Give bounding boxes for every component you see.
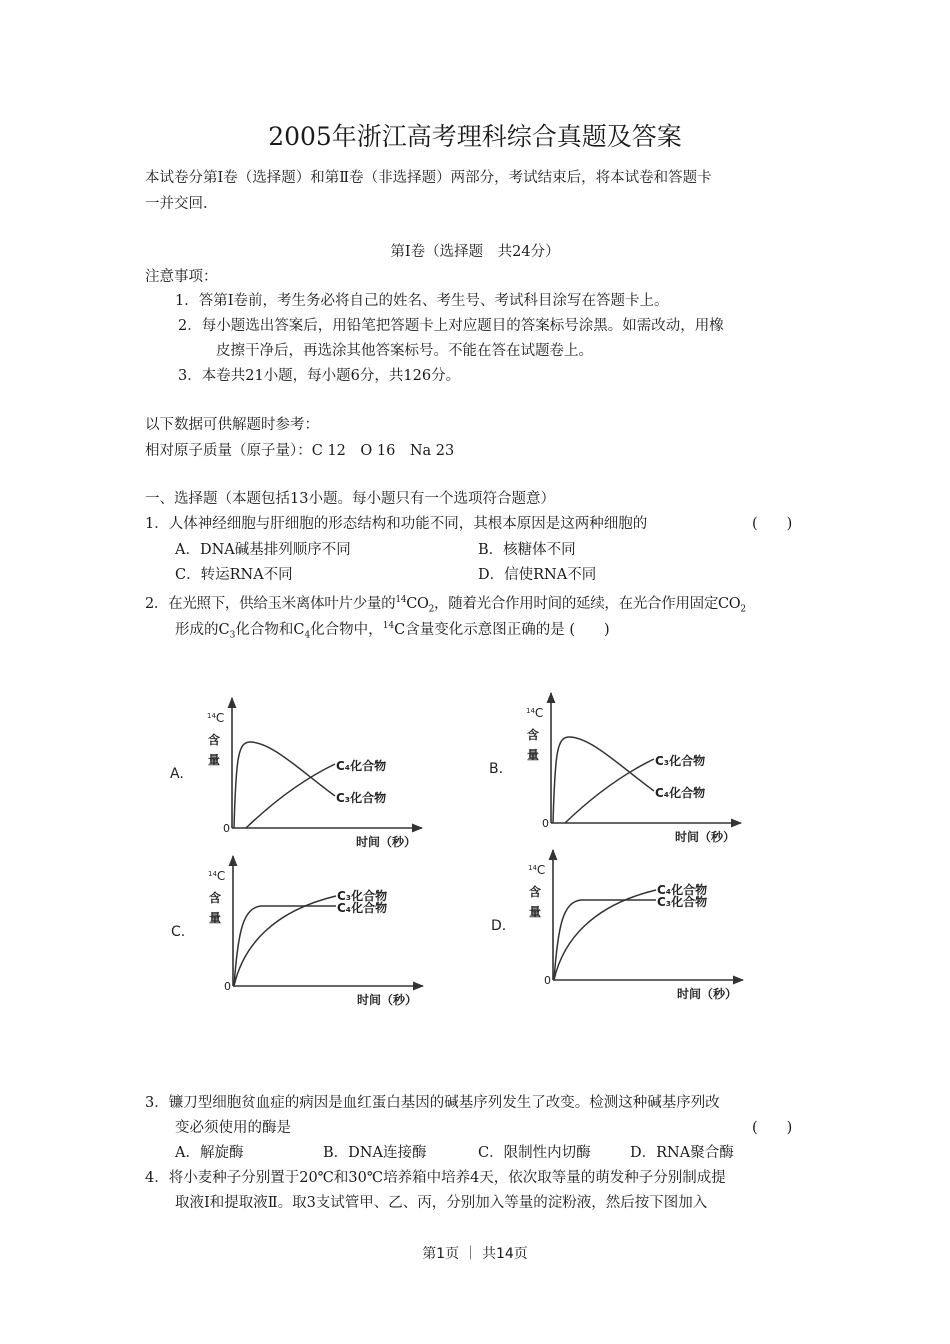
origin-label: 0 bbox=[542, 817, 549, 830]
chart-panel-c bbox=[171, 856, 423, 1007]
curve bbox=[553, 737, 654, 823]
series-label-lower: C₃化合物 bbox=[657, 895, 708, 909]
q4-stem-line-1: 4．将小麦种子分别置于20℃和30℃培养箱中培养4天，依次取等量的萌发种子分别制成提 bbox=[145, 1170, 726, 1186]
panel-letter: C. bbox=[171, 924, 186, 940]
q2-text: ，随着光合作用时间的延续，在光合作用固定CO bbox=[434, 595, 741, 612]
section-heading: 第Ⅰ卷（选择题 共24分） bbox=[390, 244, 560, 260]
note-2: 2．每小题选出答案后，用铅笔把答题卡上对应题目的答案标号涂黑。如需改动，用橡 bbox=[178, 318, 724, 334]
notes-heading: 注意事项： bbox=[145, 269, 218, 285]
part1-heading: 一、选择题（本题包括13小题。每小题只有一个选项符合题意） bbox=[145, 491, 555, 507]
y-axis-label: 量 bbox=[209, 911, 222, 925]
series-label-upper: C₃化合物 bbox=[655, 754, 706, 768]
q2-sup: 14 bbox=[395, 595, 407, 605]
curve bbox=[246, 764, 335, 828]
q3-option-b: B．DNA连接酶 bbox=[323, 1145, 427, 1161]
note-3: 3．本卷共21小题，每小题6分，共126分。 bbox=[178, 368, 461, 384]
y-axis-label: 含 bbox=[209, 891, 222, 905]
chart-panel-a bbox=[170, 698, 422, 849]
y-axis-label: $^{14}$C bbox=[526, 706, 544, 720]
x-axis-label: 时间（秒） bbox=[675, 830, 736, 844]
q2-sub: 3 bbox=[229, 630, 236, 641]
page-footer: 第1页 ｜ 共14页 bbox=[422, 1246, 528, 1262]
y-axis-label: 含 bbox=[529, 885, 542, 899]
chart-panel-d bbox=[491, 850, 743, 1001]
panel-letter: D. bbox=[491, 918, 507, 934]
x-axis-label: 时间（秒） bbox=[356, 835, 417, 849]
q2-text: 2．在光照下，供给玉米离体叶片少量的 bbox=[145, 595, 396, 612]
note-1: 1．答第Ⅰ卷前，考生务必将自己的姓名、考生号、考试科目涂写在答题卡上。 bbox=[175, 293, 669, 309]
q3-stem-line-1: 3．镰刀型细胞贫血症的病因是血红蛋白基因的碱基序列发生了改变。检测这种碱基序列改 bbox=[145, 1095, 720, 1111]
chart-panel-b bbox=[489, 693, 741, 844]
q1-option-a: A．DNA碱基排列顺序不同 bbox=[175, 542, 351, 558]
series-label-upper: C₃化合物 bbox=[337, 889, 388, 903]
y-axis-label: 量 bbox=[527, 748, 540, 762]
curve bbox=[565, 759, 654, 823]
series-label-lower: C₄化合物 bbox=[337, 901, 388, 915]
origin-label: 0 bbox=[224, 980, 231, 993]
note-2-cont: 皮擦干净后，再选涂其他答案标号。不能在答在试题卷上。 bbox=[216, 343, 593, 359]
curve bbox=[554, 900, 656, 980]
q1-option-d: D．信使RNA不同 bbox=[478, 567, 597, 583]
origin-label: 0 bbox=[544, 974, 551, 987]
curve bbox=[234, 742, 335, 828]
y-axis-label: $^{14}$C bbox=[528, 863, 546, 877]
reference-heading: 以下数据可供解题时参考： bbox=[145, 417, 319, 433]
q1-answer-paren: ( ) bbox=[752, 516, 793, 532]
document-title: 2005年浙江高考理科综合真题及答案 bbox=[268, 122, 682, 151]
q3-option-c: C．限制性内切酶 bbox=[478, 1145, 591, 1161]
y-axis-label: 量 bbox=[529, 905, 542, 919]
series-label-upper: C₄化合物 bbox=[657, 883, 708, 897]
series-label-lower: C₄化合物 bbox=[655, 786, 706, 800]
x-axis-label: 时间（秒） bbox=[357, 993, 418, 1007]
curve bbox=[234, 896, 336, 986]
curve bbox=[554, 890, 656, 980]
y-axis-label: 含 bbox=[208, 733, 221, 747]
q2-text: CO bbox=[406, 595, 429, 612]
intro-line-2: 一并交回. bbox=[145, 196, 208, 212]
q1-stem: 1．人体神经细胞与肝细胞的形态结构和功能不同，其根本原因是这两种细胞的 bbox=[145, 516, 648, 532]
q2-sub: 4 bbox=[304, 630, 311, 641]
y-axis-label: 量 bbox=[208, 753, 221, 767]
reference-masses: 相对原子质量（原子量）：C 12 O 16 Na 23 bbox=[145, 443, 455, 459]
q2-text: 化合物中， bbox=[310, 621, 383, 638]
series-label-lower: C₃化合物 bbox=[336, 791, 387, 805]
q2-text: C含量变化示意图正确的是 bbox=[394, 621, 565, 638]
series-label-upper: C₄化合物 bbox=[336, 759, 387, 773]
q2-sup: 14 bbox=[382, 621, 395, 631]
x-axis-label: 时间（秒） bbox=[677, 987, 738, 1001]
q3-stem-line-2: 变必须使用的酶是 bbox=[175, 1120, 291, 1136]
panel-letter: A. bbox=[170, 766, 184, 782]
q3-answer-paren: ( ) bbox=[752, 1120, 793, 1136]
q4-stem-line-2: 取液Ⅰ和提取液Ⅱ。取3支试管甲、乙、丙，分别加入等量的淀粉液，然后按下图加入 bbox=[175, 1195, 708, 1211]
panel-letter: B. bbox=[489, 761, 504, 777]
y-axis-label: $^{14}$C bbox=[207, 711, 225, 725]
q3-option-d: D．RNA聚合酶 bbox=[630, 1145, 734, 1161]
q1-option-c: C．转运RNA不同 bbox=[175, 567, 293, 583]
q2-sub: 2 bbox=[740, 604, 746, 615]
y-axis-label: 含 bbox=[527, 728, 540, 742]
q2-text: 化合物和C bbox=[235, 621, 305, 638]
origin-label: 0 bbox=[223, 822, 230, 835]
q3-option-a: A．解旋酶 bbox=[175, 1145, 244, 1161]
intro-line-1: 本试卷分第Ⅰ卷（选择题）和第Ⅱ卷（非选择题）两部分，考试结束后，将本试卷和答题卡 bbox=[145, 170, 712, 186]
curve bbox=[234, 906, 336, 986]
q2-text: 形成的C bbox=[175, 621, 230, 638]
q1-option-b: B．核糖体不同 bbox=[478, 542, 576, 558]
q2-answer-paren: ( ) bbox=[569, 621, 610, 638]
y-axis-label: $^{14}$C bbox=[208, 869, 226, 883]
q2-sub: 2 bbox=[428, 604, 435, 615]
